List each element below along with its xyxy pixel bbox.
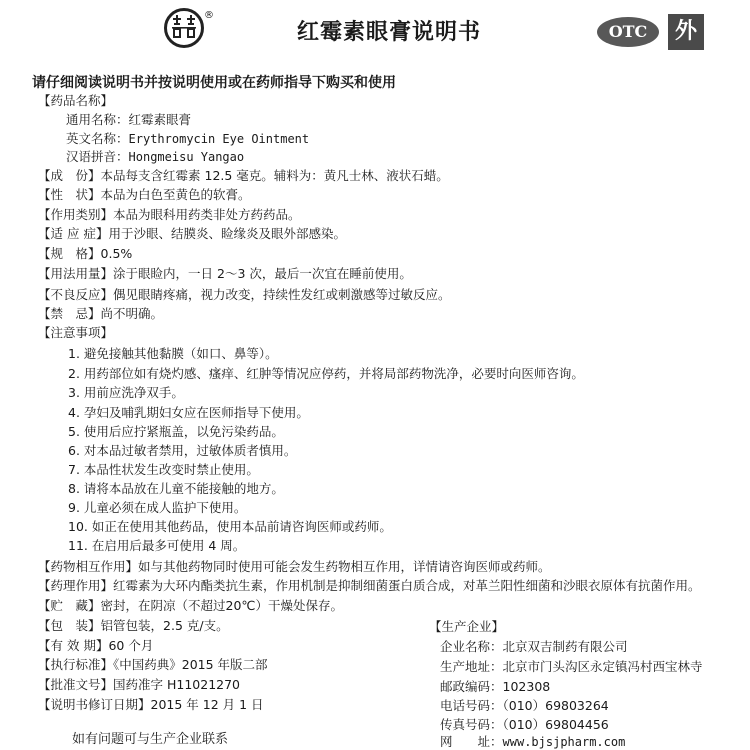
- generic-name-value: 红霉素眼膏: [128, 112, 192, 127]
- section-label: 【贮 藏】: [38, 598, 101, 613]
- section-label: 【规 格】: [38, 246, 101, 261]
- section-label: 【不良反应】: [38, 287, 114, 302]
- otc-badge: OTC: [597, 17, 659, 47]
- section-label: 【说明书修订日期】: [38, 697, 151, 712]
- section-row: [38, 246, 132, 262]
- manufacturer-field-label: 邮政编码：: [440, 679, 503, 694]
- section-row: [38, 638, 153, 654]
- english-name-row: [66, 131, 309, 147]
- section-label: 【执行标准】: [38, 657, 114, 672]
- precaution-item: 7. 本品性状发生改变时禁止使用。: [68, 462, 259, 477]
- generic-name-row: [66, 112, 191, 128]
- section-label: 【用法用量】: [38, 266, 114, 281]
- section-text: 本品为眼科用药类非处方药药品。: [113, 207, 301, 222]
- manufacturer-field-label: 网 址：: [440, 734, 503, 749]
- section-text: 国药准字 H11021270: [113, 677, 241, 692]
- section-row: [38, 677, 240, 693]
- manufacturer-field-value: 北京市门头沟区永定镇冯村西宝林寺: [502, 659, 703, 674]
- precaution-item: 2. 用药部位如有烧灼感、瘙痒、红肿等情况应停药，并将局部药物洗净，必要时向医师咨询。: [68, 366, 584, 381]
- english-name-value: Erythromycin Eye Ointment: [128, 132, 310, 146]
- section-label: 【适 应 症】: [38, 226, 109, 241]
- section-row: [38, 598, 343, 614]
- section-precautions-label: 【注意事项】: [38, 325, 114, 340]
- section-text: 如与其他药物同时使用可能会发生药物相互作用，详情请咨询医师或药师。: [138, 559, 551, 574]
- section-row: [38, 187, 251, 203]
- english-name-label: 英文名称：: [66, 131, 129, 146]
- section-text: 《中国药典》2015 年版二部: [113, 657, 268, 672]
- section-row: [38, 266, 412, 282]
- registered-mark-icon: ®: [204, 10, 214, 21]
- precaution-item: 5. 使用后应拧紧瓶盖，以免污染药品。: [68, 424, 284, 439]
- section-row: [38, 657, 268, 673]
- external-use-badge: 外: [668, 14, 704, 50]
- usage-notice: 请仔细阅读说明书并按说明使用或在药师指导下购买和使用: [32, 75, 396, 91]
- section-label: 【有 效 期】: [38, 638, 109, 653]
- manufacturer-row: [440, 639, 628, 655]
- section-text: 本品每支含红霉素 12.5 毫克。辅料为：黄凡士林、液状石蜡。: [100, 168, 449, 183]
- section-text: 0.5%: [100, 246, 133, 261]
- manufacturer-row: [440, 659, 703, 675]
- page-title: 红霉素眼膏说明书: [297, 20, 482, 45]
- manufacturer-row: [440, 717, 609, 733]
- section-label: 【药物相互作用】: [38, 559, 139, 574]
- manufacturer-field-label: 企业名称：: [440, 639, 503, 654]
- pinyin-name-value: Hongmeisu Yangao: [128, 150, 245, 164]
- precaution-item: 8. 请将本品放在儿童不能接触的地方。: [68, 481, 284, 496]
- section-label: 【作用类别】: [38, 207, 114, 222]
- section-text: 铝管包装，2.5 克/支。: [100, 618, 229, 633]
- pinyin-name-label: 汉语拼音：: [66, 149, 129, 164]
- section-text: 尚不明确。: [100, 306, 164, 321]
- section-label: 【性 状】: [38, 187, 101, 202]
- manufacturer-row: [440, 679, 550, 695]
- company-logo: [164, 8, 204, 48]
- precaution-item: 10. 如正在使用其他药品，使用本品前请咨询医师或药师。: [68, 519, 392, 534]
- section-text: 用于沙眼、结膜炎、睑缘炎及眼外部感染。: [108, 226, 346, 241]
- section-drug-name-label: 【药品名称】: [38, 93, 114, 108]
- manufacturer-field-label: 传真号码：: [440, 717, 503, 732]
- section-text: 涂于眼睑内，一日 2～3 次，最后一次宜在睡前使用。: [113, 266, 412, 281]
- section-text: 红霉素为大环内酯类抗生素，作用机制是抑制细菌蛋白质合成，对革兰阳性细菌和沙眼衣原体有抗菌作用。: [113, 578, 701, 593]
- section-text: 2015 年 12 月 1 日: [150, 697, 264, 712]
- manufacturer-field-value: 102308: [502, 679, 551, 694]
- manufacturer-field-label: 生产地址：: [440, 659, 503, 674]
- precaution-item: 1. 避免接触其他黏膜（如口、鼻等）。: [68, 346, 278, 361]
- manufacturer-field-value: （010）69804456: [502, 717, 609, 732]
- section-row: [38, 559, 551, 575]
- section-row: [38, 207, 301, 223]
- section-row: [38, 287, 451, 303]
- section-row: [38, 306, 163, 322]
- precaution-item: 9. 儿童必须在成人监护下使用。: [68, 500, 247, 515]
- section-label: 【成 份】: [38, 168, 101, 183]
- section-row: [38, 697, 264, 713]
- precaution-item: 6. 对本品过敏者禁用，过敏体质者慎用。: [68, 443, 297, 458]
- section-text: 60 个月: [108, 638, 154, 653]
- manufacturer-field-label: 电话号码：: [440, 698, 503, 713]
- section-row: [38, 578, 701, 594]
- precaution-item: 3. 用前应洗净双手。: [68, 385, 184, 400]
- precaution-item: 4. 孕妇及哺乳期妇女应在医师指导下使用。: [68, 405, 309, 420]
- manufacturer-field-value: 北京双吉制药有限公司: [502, 639, 628, 654]
- manufacturer-row: [440, 734, 625, 750]
- section-manufacturer-label: 【生产企业】: [429, 619, 505, 634]
- section-label: 【药理作用】: [38, 578, 114, 593]
- section-text: 本品为白色至黄色的软膏。: [100, 187, 251, 202]
- manufacturer-website-value: www.bjsjpharm.com: [502, 735, 626, 749]
- section-text: 偶见眼睛疼痛，视力改变，持续性发红或刺激感等过敏反应。: [113, 287, 451, 302]
- manufacturer-field-value: （010）69803264: [502, 698, 609, 713]
- contact-note: 如有问题可与生产企业联系: [72, 732, 229, 747]
- precaution-item: 11. 在启用后最多可使用 4 周。: [68, 538, 246, 553]
- generic-name-label: 通用名称：: [66, 112, 129, 127]
- section-label: 【禁 忌】: [38, 306, 101, 321]
- section-label: 【批准文号】: [38, 677, 114, 692]
- manufacturer-row: [440, 698, 609, 714]
- section-label: 【包 装】: [38, 618, 101, 633]
- section-text: 密封，在阴凉（不超过20℃）干燥处保存。: [100, 598, 343, 613]
- section-row: [38, 618, 229, 634]
- section-row: [38, 226, 346, 242]
- section-row: [38, 168, 449, 184]
- pinyin-name-row: [66, 149, 244, 165]
